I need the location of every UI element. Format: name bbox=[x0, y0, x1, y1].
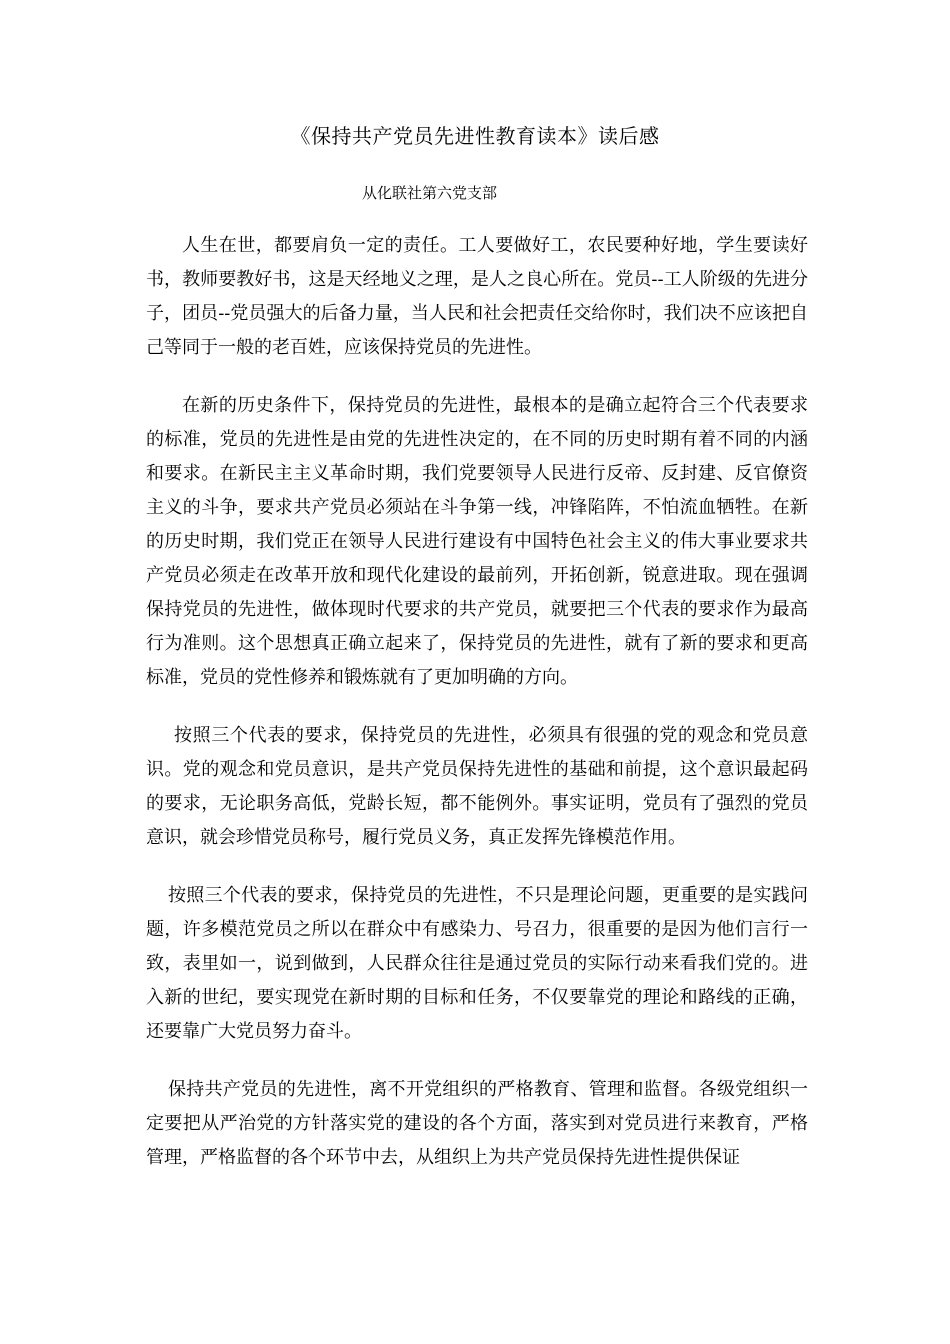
document-author: 从化联社第六党支部 bbox=[362, 184, 498, 202]
paragraph: 在新的历史条件下，保持党员的先进性，最根本的是确立起符合三个代表要求的标准，党员的先进性是由党的先进性决定的，在不同的历史时期有着不同的内涵和要求。在新民主主义革命时期，我们党要领导人民进行反帝、反封建、反官僚资主义的斗争，要求共产党员必须站在斗争第一线，冲锋陷阵，不怕流血牺牲。在新的历史时期，我们党正在领导人民进行建设有中国特色社会主义的伟大事业要求共产党员必须走在改革开放和现代化建设的最前列，开拓创新，锐意进取。现在强调保持党员的先进性，做体现时代要求的共产党员，就要把三个代表的要求作为最高行为准则。这个思想真正确立起来了，保持党员的先进性，就有了新的要求和更高标准，党员的党性修养和锻炼就有了更加明确的方向。 bbox=[146, 395, 808, 688]
paragraph: 保持共产党员的先进性，离不开党组织的严格教育、管理和监督。各级党组织一定要把从严治党的方针落实党的建设的各个方面，落实到对党员进行来教育，严格管理，严格监督的各个环节中去，从组织上为共产党员保持先进性提供保证 bbox=[146, 1079, 808, 1168]
document-title: 《保持共产党员先进性教育读本》读后感 bbox=[290, 124, 660, 148]
paragraph: 按照三个代表的要求，保持党员的先进性，不只是理论问题，更重要的是实践问题，许多模范党员之所以在群众中有感染力、号召力，很重要的是因为他们言行一致，表里如一，说到做到，人民群众往往是通过党员的实际行动来看我们党的。进入新的世纪，要实现党在新时期的目标和任务，不仅要靠党的理论和路线的正确，还要靠广大党员努力奋斗。 bbox=[146, 885, 808, 1042]
paragraph: 按照三个代表的要求，保持党员的先进性，必须具有很强的党的观念和党员意识。党的观念和党员意识，是共产党员保持先进性的基础和前提，这个意识最起码的要求，无论职务高低，党龄长短，都不能例外。事实证明，党员有了强烈的党员意识，就会珍惜党员称号，履行党员义务，真正发挥先锋模范作用。 bbox=[146, 725, 808, 848]
document-body bbox=[146, 229, 808, 1199]
paragraph: 人生在世，都要肩负一定的责任。工人要做好工，农民要种好地，学生要读好书，教师要教好书，这是天经地义之理，是人之良心所在。党员--工人阶级的先进分子，团员--党员强大的后备力量，当人民和社会把责任交给你时，我们决不应该把自己等同于一般的老百姓，应该保持党员的先进性。 bbox=[146, 235, 808, 358]
